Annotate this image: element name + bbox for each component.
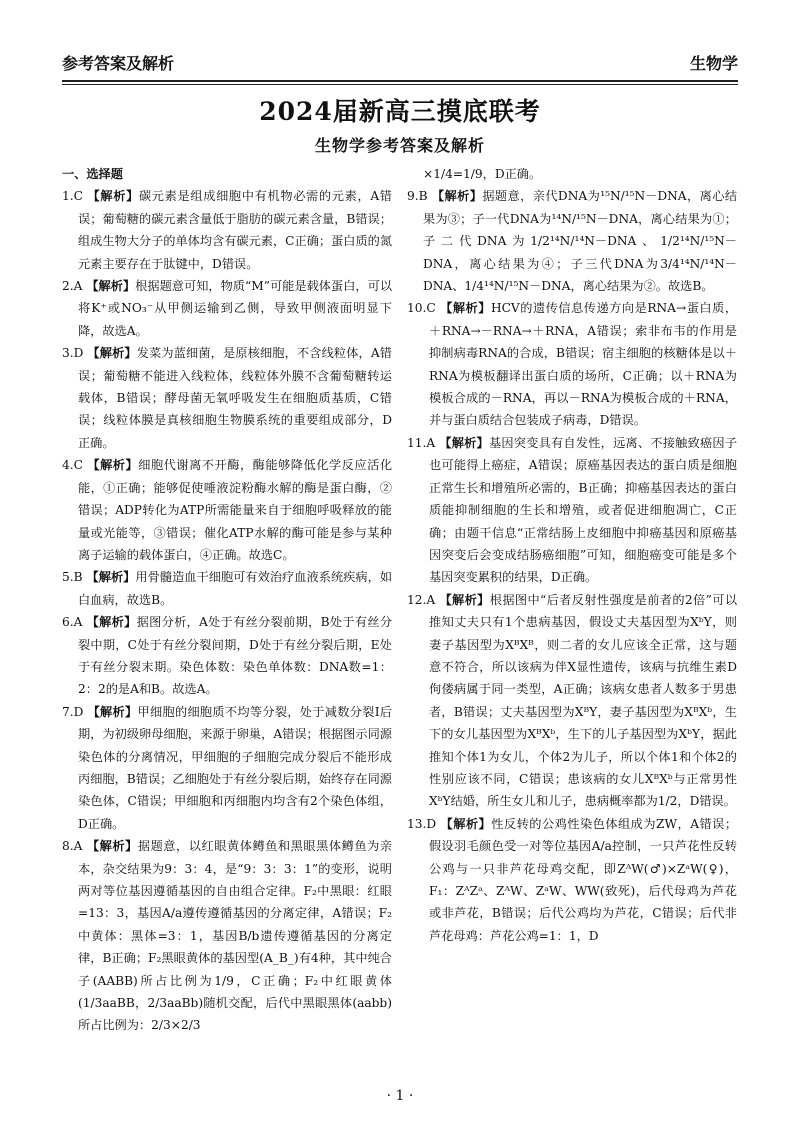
answer-text: 根据图中“后者反射性强度是前者的2倍”可以推知丈夫只有1个患病基因，假设丈夫基因型为XᵇY，则妻子基因型为XᴮXᴮ，则二者的女儿应该全正常，这与题意不符合，所以该病为伴X显性遗传，该病与抗维生素D佝偻病属于同一类型，A正确；该病女患者人数多于男患者，B错误；丈夫基因型为XᴮY，妻子基因型为XᴮXᵇ，生下的女儿基因型为XᴮXᵇ，生下的儿子基因型为XᵇY，据此推知个体1为女儿，个体2为儿子，所以个体1和个体2的性别应该不同，C错误；患该病的女儿XᴮXᵇ与正常男性XᵇY结婚，所生女儿和儿子，患病概率都为1/2，D错误。 bbox=[429, 592, 738, 809]
left-column bbox=[62, 163, 392, 1037]
analysis-tag: 【解析】 bbox=[87, 704, 138, 719]
answer-number: 8.A bbox=[62, 839, 83, 854]
analysis-tag: 【解析】 bbox=[86, 570, 136, 585]
right-column bbox=[407, 163, 737, 947]
analysis-tag: 【解析】 bbox=[440, 301, 491, 316]
answer-text: 据图分析，A处于有丝分裂前期，B处于有丝分裂中期，C处于有丝分裂间期，D处于有丝分裂后期，E处于有丝分裂末期。染色体数：染色单体数：DNA数=1：2：2的是A和B。故选A。 bbox=[78, 615, 393, 697]
answer-item-7 bbox=[62, 701, 392, 835]
analysis-tag: 【解析】 bbox=[431, 189, 483, 204]
analysis-tag: 【解析】 bbox=[86, 279, 136, 294]
answer-number: 2.A bbox=[62, 279, 83, 294]
analysis-tag: 【解析】 bbox=[87, 189, 139, 204]
answer-number: 3.D bbox=[62, 346, 84, 361]
answer-text: 根据题意可知，物质“M”可能是载体蛋白，可以将K⁺或NO₃⁻从甲侧运输到乙侧，导致甲侧液面明显下降，故选A。 bbox=[78, 279, 393, 338]
answer-text: 性反转的公鸡性染色体组成为ZW，A错误；假设羽毛颜色受一对等位基因A/a控制，一只芦花性反转公鸡与一只非芦花母鸡交配，即ZᴬW(♂)×ZᵃW(♀)，F₁：ZᴬZᵃ、ZᴬW、ZᵃW、WW(致死)，后代母鸡为芦花或非芦花，B错误；后代公鸡均为芦花，C错误；后代非芦花母鸡：芦花公鸡=1：1，D bbox=[429, 816, 738, 943]
answer-text: 据题意，以红眼黄体鳟鱼和黑眼黑体鳟鱼为亲本，杂交结果为9：3：4，是“9：3：3：1”的变形，说明两对等位基因遵循基因的自由组合定律。F₂中黑眼：红眼=13：3，基因A/a遵传遵循基因的分离定律，A错误；F₂中黄体：黑体=3：1，基因B/b遗传遵循基因的分离定律，B正确；F₂黑眼黄体的基因型(A_B_)有4种，其中纯合子(AABB)所占比例为1/9，C正确；F₂中红眼黄体(1/3aaBB，2/3aaBb)随机交配，后代中黑眼黑体(aabb)所占比例为：2/3×2/3 bbox=[78, 839, 393, 1033]
section-heading: 一、选择题 bbox=[62, 167, 123, 181]
page-subtitle: 生物学参考答案及解析 bbox=[314, 136, 485, 155]
answer-number: 5.B bbox=[62, 570, 83, 585]
answer-item-3 bbox=[62, 342, 392, 454]
answer-text: 发菜为蓝细菌，是原核细胞，不含线粒体，A错误；葡萄糖不能进入线粒体，线粒体外膜不含葡萄糖转运载体，B错误；酵母菌无氧呼吸发生在细胞质基质，C错误；线粒体膜是真核细胞生物膜系统的重要组成部分，D正确。 bbox=[78, 346, 392, 450]
answer-item-9 bbox=[407, 185, 737, 297]
answer-number: 1.C bbox=[62, 189, 83, 204]
answer-number: 13.D bbox=[407, 816, 437, 831]
answer-continuation: ×1/4=1/9，D正确。 bbox=[423, 167, 542, 181]
analysis-tag: 【解析】 bbox=[439, 435, 489, 450]
answer-number: 11.A bbox=[407, 435, 436, 450]
answer-item-13 bbox=[407, 813, 737, 947]
page-number: · 1 · bbox=[386, 1088, 414, 1104]
running-header bbox=[62, 44, 738, 80]
header-rule-thin bbox=[62, 84, 738, 85]
answer-item-10 bbox=[407, 297, 737, 431]
answer-number: 9.B bbox=[407, 189, 428, 204]
header-right: 生物学 bbox=[689, 54, 738, 73]
answer-text: 细胞代谢离不开酶，酶能够降低化学反应活化能，①正确；能够促使唾液淀粉酶水解的酶是蛋白酶，②错误；ADP转化为ATP所需能量来自于细胞呼吸释放的能量或光能等，③错误；催化ATP水解的酶可能是参与某种离子运输的载体蛋白，④正确。故选C。 bbox=[78, 458, 393, 562]
answer-number: 7.D bbox=[62, 704, 84, 719]
analysis-tag: 【解析】 bbox=[87, 458, 139, 473]
answer-number: 6.A bbox=[62, 615, 83, 630]
answer-item-6 bbox=[62, 611, 392, 701]
analysis-tag: 【解析】 bbox=[87, 346, 137, 361]
answer-item-11 bbox=[407, 432, 737, 589]
answer-number: 10.C bbox=[407, 301, 436, 316]
header-rule bbox=[62, 80, 738, 82]
answer-item-1 bbox=[62, 185, 392, 275]
analysis-tag: 【解析】 bbox=[440, 816, 492, 831]
answer-item-5 bbox=[62, 566, 392, 611]
analysis-tag: 【解析】 bbox=[439, 592, 490, 607]
answer-number: 4.C bbox=[62, 458, 83, 473]
answer-text: 用骨髓造血干细胞可有效治疗血液系统疾病，如白血病，故选B。 bbox=[78, 570, 393, 607]
header-left: 参考答案及解析 bbox=[62, 54, 175, 73]
page-title: 2024届新高三摸底联考 bbox=[259, 97, 541, 126]
analysis-tag: 【解析】 bbox=[86, 615, 137, 630]
answer-item-12 bbox=[407, 589, 737, 813]
answer-text: 据题意，亲代DNA为¹⁵N/¹⁵N－DNA，离心结果为③；子一代DNA为¹⁴N/¹⁵N－DNA，离心结果为①；子二代DNA为1/2¹⁴N/¹⁴N－DNA、1/2¹⁴N/¹⁵N－DNA，离心结果为④；子三代DNA为3/4¹⁴N/¹⁴N－DNA、1/4¹⁴N/¹⁵N－DNA，离心结果为②。故选B。 bbox=[423, 189, 738, 294]
answer-text: HCV的遗传信息传递方向是RNA→蛋白质，＋RNA→－RNA→＋RNA，A错误；索非布韦的作用是抑制病毒RNA的合成，B错误；宿主细胞的核糖体是以＋RNA为模板翻译出蛋白质的场所，C正确；以＋RNA为模板合成的－RNA，再以－RNA为模板合成的＋RNA，并与蛋白质结合包装成子病毒，D错误。 bbox=[429, 301, 738, 428]
answer-item-8 bbox=[62, 835, 392, 1037]
answer-item-2 bbox=[62, 275, 392, 342]
answer-text: 甲细胞的细胞质不均等分裂，处于减数分裂Ⅰ后期，为初级卵母细胞，来源于卵巢，A错误；根据图示同源染色体的分离情况，甲细胞的子细胞完成分裂后不能形成丙细胞，B错误；乙细胞处于有丝分裂后期，始终存在同源染色体，C错误；甲细胞和丙细胞内均含有2个染色体组，D正确。 bbox=[78, 704, 392, 831]
answer-text: 基因突变具有自发性，远离、不接触致癌因子也可能得上癌症，A错误；原癌基因表达的蛋白质是细胞正常生长和增殖所必需的，B正确；抑癌基因表达的蛋白质能抑制细胞的生长和增殖，或者促进细胞凋亡，C正确；由题干信息“正常结肠上皮细胞中抑癌基因和原癌基因突变后会变成结肠癌细胞”可知，细胞癌变可能是多个基因突变累积的结果，D正确。 bbox=[429, 435, 738, 585]
analysis-tag: 【解析】 bbox=[86, 839, 138, 854]
answer-text: 碳元素是组成细胞中有机物必需的元素，A错误；葡萄糖的碳元素含量低于脂肪的碳元素含量，B错误；组成生物大分子的单体均含有碳元素，C正确；蛋白质的氮元素主要存在于肽键中，D错误。 bbox=[78, 189, 393, 271]
answer-item-4 bbox=[62, 454, 392, 566]
answer-number: 12.A bbox=[407, 592, 436, 607]
